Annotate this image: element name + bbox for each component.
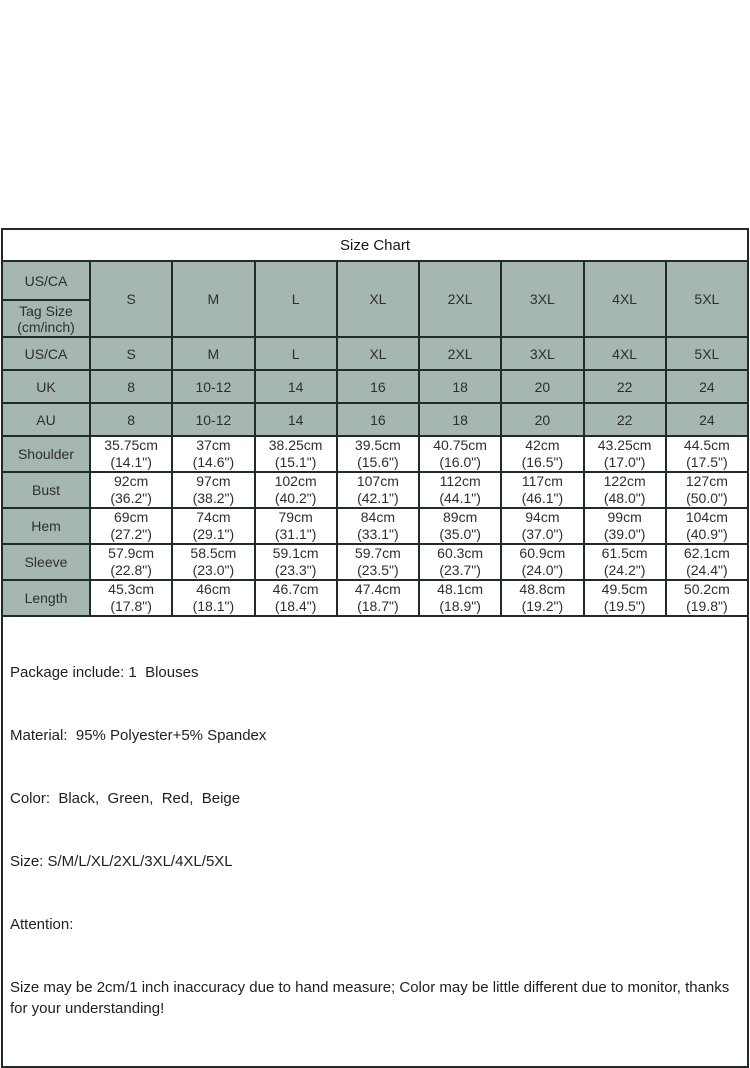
info-line-material: Material: 95% Polyester+5% Spandex (10, 727, 267, 744)
measurement-cell: 40.75cm (16.0") (419, 436, 501, 472)
info-line-color: Color: Black, Green, Red, Beige (10, 790, 241, 807)
size-cell: 16 (337, 370, 419, 403)
header-row (2, 261, 748, 337)
size-cell: 14 (255, 403, 337, 436)
title-row (2, 229, 748, 261)
row-label: Shoulder (2, 436, 90, 472)
size-cell: 2XL (419, 337, 501, 370)
measurement-cell: 35.75cm (14.1") (90, 436, 172, 472)
row-label: AU (2, 403, 90, 436)
measurement-cell: 57.9cm (22.8") (90, 544, 172, 580)
measurement-cell: 102cm (40.2") (255, 472, 337, 508)
size-cell: 24 (666, 370, 748, 403)
size-cell: 18 (419, 370, 501, 403)
corner-cell (2, 261, 90, 337)
size-cell: 8 (90, 370, 172, 403)
row-label: Hem (2, 508, 90, 544)
size-column-header: M (172, 261, 254, 337)
measurement-cell: 94cm (37.0") (501, 508, 583, 544)
measurement-cell: 47.4cm (18.7") (337, 580, 419, 616)
measurement-cell: 50.2cm (19.8") (666, 580, 748, 616)
size-row-au (2, 403, 748, 436)
measurement-row-bust (2, 472, 748, 508)
size-column-header: 3XL (501, 261, 583, 337)
measurement-cell: 127cm (50.0") (666, 472, 748, 508)
row-label: Sleeve (2, 544, 90, 580)
size-column-header: 4XL (584, 261, 666, 337)
corner-tag-size-label: Tag Size (cm/inch) (17, 302, 75, 335)
size-cell: 14 (255, 370, 337, 403)
size-cell: M (172, 337, 254, 370)
size-cell: 18 (419, 403, 501, 436)
size-cell: 16 (337, 403, 419, 436)
size-cell: L (255, 337, 337, 370)
measurement-cell: 97cm (38.2") (172, 472, 254, 508)
size-chart-title: Size Chart (2, 229, 748, 261)
measurement-cell: 49.5cm (19.5") (584, 580, 666, 616)
info-line-size: Size: S/M/L/XL/2XL/3XL/4XL/5XL (10, 853, 233, 870)
corner-us-ca-label: US/CA (3, 262, 89, 301)
size-cell: S (90, 337, 172, 370)
measurement-cell: 117cm (46.1") (501, 472, 583, 508)
measurement-cell: 37cm (14.6") (172, 436, 254, 472)
size-row-uk (2, 370, 748, 403)
measurement-cell: 43.25cm (17.0") (584, 436, 666, 472)
size-cell: 22 (584, 403, 666, 436)
measurement-cell: 107cm (42.1") (337, 472, 419, 508)
size-column-header: L (255, 261, 337, 337)
size-column-header: S (90, 261, 172, 337)
size-cell: 8 (90, 403, 172, 436)
size-row-us-ca (2, 337, 748, 370)
measurement-cell: 58.5cm (23.0") (172, 544, 254, 580)
measurement-cell: 59.7cm (23.5") (337, 544, 419, 580)
measurement-cell: 92cm (36.2") (90, 472, 172, 508)
info-line-disclaimer: Size may be 2cm/1 inch inaccuracy due to hand measure; Color may be little different due to monitor, thanks for your understanding! (10, 979, 734, 1017)
size-cell: 22 (584, 370, 666, 403)
measurement-cell: 46cm (18.1") (172, 580, 254, 616)
measurement-cell: 45.3cm (17.8") (90, 580, 172, 616)
measurement-cell: 61.5cm (24.2") (584, 544, 666, 580)
product-info-box (1, 617, 749, 1068)
measurement-cell: 104cm (40.9") (666, 508, 748, 544)
size-column-header: 2XL (419, 261, 501, 337)
info-line-attention: Attention: (10, 916, 74, 933)
measurement-row-sleeve (2, 544, 748, 580)
measurement-cell: 59.1cm (23.3") (255, 544, 337, 580)
measurement-row-hem (2, 508, 748, 544)
measurement-row-shoulder (2, 436, 748, 472)
measurement-cell: 46.7cm (18.4") (255, 580, 337, 616)
measurement-cell: 112cm (44.1") (419, 472, 501, 508)
measurement-cell: 48.8cm (19.2") (501, 580, 583, 616)
measurement-cell: 74cm (29.1") (172, 508, 254, 544)
measurement-cell: 89cm (35.0") (419, 508, 501, 544)
measurement-cell: 48.1cm (18.9") (419, 580, 501, 616)
row-label: UK (2, 370, 90, 403)
size-cell: 20 (501, 403, 583, 436)
row-label: Bust (2, 472, 90, 508)
row-label: US/CA (2, 337, 90, 370)
measurement-cell: 60.3cm (23.7") (419, 544, 501, 580)
measurement-cell: 99cm (39.0") (584, 508, 666, 544)
size-cell: 10-12 (172, 403, 254, 436)
size-cell: 4XL (584, 337, 666, 370)
info-line-package: Package include: 1 Blouses (10, 664, 199, 681)
measurement-row-length (2, 580, 748, 616)
size-cell: 3XL (501, 337, 583, 370)
measurement-cell: 44.5cm (17.5") (666, 436, 748, 472)
size-cell: 24 (666, 403, 748, 436)
size-column-header: 5XL (666, 261, 748, 337)
size-cell: XL (337, 337, 419, 370)
size-chart-panel (1, 228, 749, 1068)
measurement-cell: 39.5cm (15.6") (337, 436, 419, 472)
size-cell: 5XL (666, 337, 748, 370)
row-label: Length (2, 580, 90, 616)
measurement-cell: 69cm (27.2") (90, 508, 172, 544)
measurement-cell: 79cm (31.1") (255, 508, 337, 544)
measurement-cell: 60.9cm (24.0") (501, 544, 583, 580)
size-column-header: XL (337, 261, 419, 337)
size-chart-table (1, 228, 749, 617)
measurement-cell: 122cm (48.0") (584, 472, 666, 508)
size-cell: 20 (501, 370, 583, 403)
measurement-cell: 84cm (33.1") (337, 508, 419, 544)
measurement-cell: 42cm (16.5") (501, 436, 583, 472)
size-cell: 10-12 (172, 370, 254, 403)
measurement-cell: 38.25cm (15.1") (255, 436, 337, 472)
measurement-cell: 62.1cm (24.4") (666, 544, 748, 580)
